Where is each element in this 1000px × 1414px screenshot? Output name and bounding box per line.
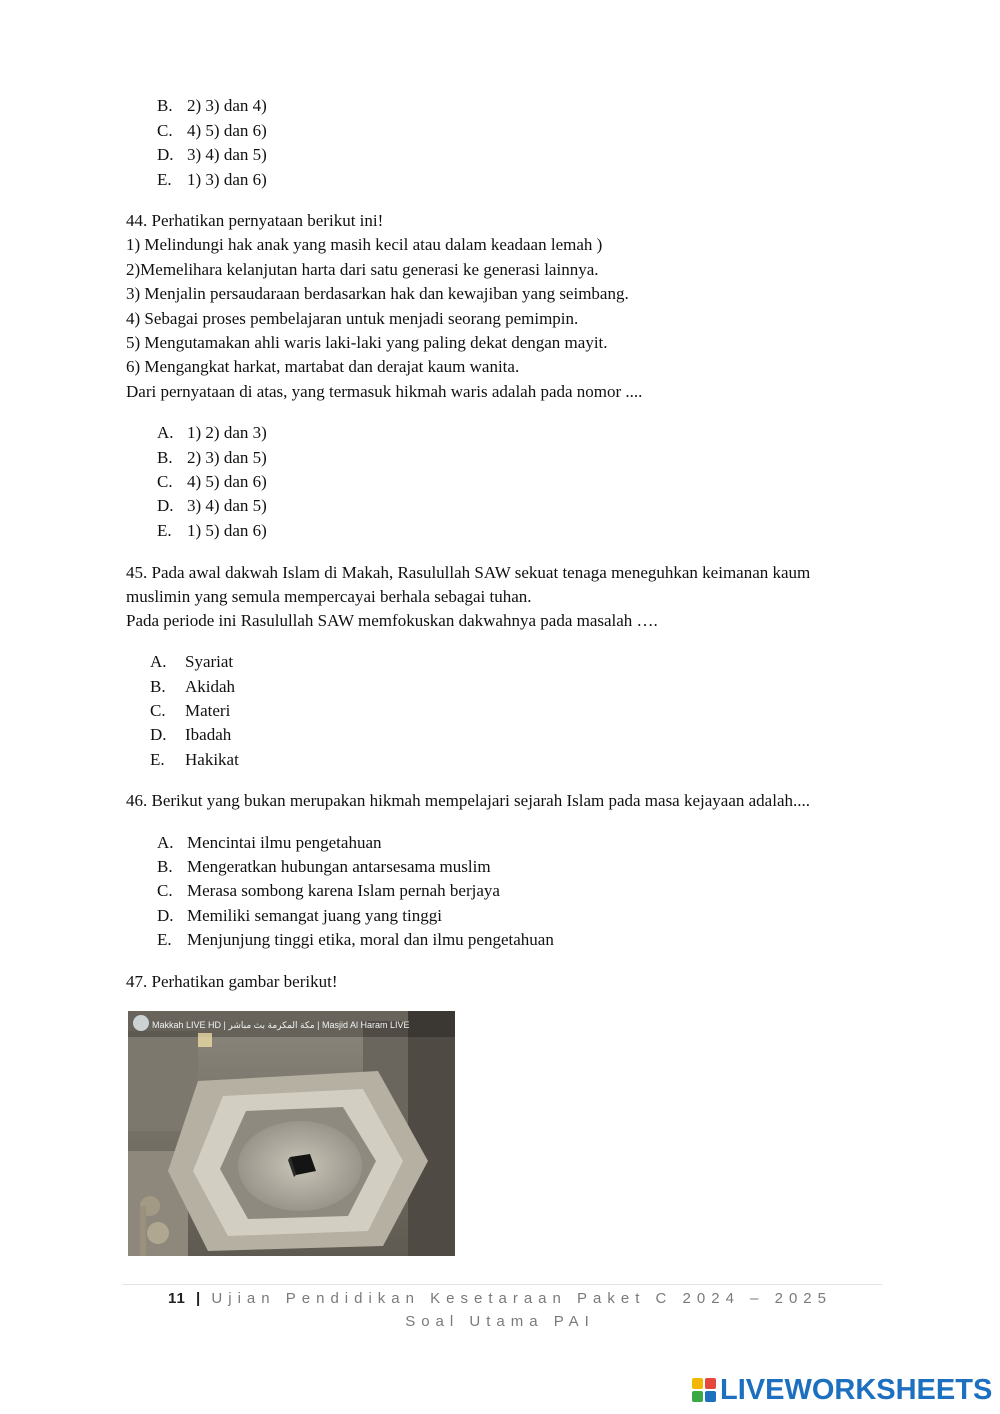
q45-stem-line-2: muslimin yang semula mempercayai berhala sebagai tuhan. — [126, 587, 532, 606]
masjid-al-haram-photo — [128, 1011, 455, 1256]
q44-option-a: A. 1) 2) dan 3) — [157, 423, 267, 442]
q44-option-e: E. 1) 5) dan 6) — [157, 521, 267, 540]
page-number: 11 — [168, 1290, 186, 1307]
q44-question: Dari pernyataan di atas, yang termasuk hikmah waris adalah pada nomor .... — [126, 382, 643, 401]
q45-option-c: C. Materi — [150, 701, 231, 720]
footer-divider — [122, 1284, 882, 1285]
q47-stem: 47. Perhatikan gambar berikut! — [126, 972, 338, 991]
q45-option-e: E. Hakikat — [150, 750, 239, 769]
q43-option-b: B. 2) 3) dan 4) — [157, 96, 267, 115]
q44-statement-3: 3) Menjalin persaudaraan berdasarkan hak dan kewajiban yang seimbang. — [126, 284, 629, 303]
liveworksheets-logo-icon — [692, 1378, 716, 1402]
q46-option-e: E. Menjunjung tinggi etika, moral dan ilmu pengetahuan — [157, 930, 554, 949]
q45-stem-line-1: 45. Pada awal dakwah Islam di Makah, Rasulullah SAW sekuat tenaga meneguhkan keimanan kaum — [126, 563, 811, 582]
q44-option-b: B. 2) 3) dan 5) — [157, 448, 267, 467]
footer-title-line — [0, 1290, 1000, 1307]
q46-option-b: B. Mengeratkan hubungan antarsesama muslim — [157, 857, 491, 876]
q45-option-a: A. Syariat — [150, 652, 234, 671]
q46-stem: 46. Berikut yang bukan merupakan hikmah mempelajari sejarah Islam pada masa kejayaan adalah.... — [126, 791, 810, 810]
footer-exam-title: Ujian Pendidikan Kesetaraan Paket C 2024 – 2025 — [211, 1290, 832, 1307]
q44-statement-4: 4) Sebagai proses pembelajaran untuk menjadi seorang pemimpin. — [126, 309, 579, 328]
q44-stem: 44. Perhatikan pernyataan berikut ini! — [126, 211, 384, 230]
footer-separator: | — [196, 1290, 202, 1307]
footer-subtitle: Soal Utama PAI — [405, 1313, 595, 1330]
q45-option-d: D. Ibadah — [150, 725, 232, 744]
q44-statement-2: 2)Memelihara kelanjutan harta dari satu generasi ke generasi lainnya. — [126, 260, 599, 279]
q46-option-d: D. Memiliki semangat juang yang tinggi — [157, 906, 442, 925]
q45-option-b: B. Akidah — [150, 677, 236, 696]
video-overlay-title: Makkah LIVE HD | مكة المكرمة بث مباشر | Masjid Al Haram LIVE — [152, 1020, 410, 1030]
q43-option-d: D. 3) 4) dan 5) — [157, 145, 267, 164]
q44-option-c: C. 4) 5) dan 6) — [157, 472, 267, 491]
liveworksheets-wordmark: LIVEWORKSHEETS — [720, 1373, 993, 1406]
q43-option-e: E. 1) 3) dan 6) — [157, 170, 267, 189]
liveworksheets-logo — [692, 1374, 992, 1406]
q43-option-c: C. 4) 5) dan 6) — [157, 121, 267, 140]
q44-option-d: D. 3) 4) dan 5) — [157, 496, 267, 515]
q46-option-c: C. Merasa sombong karena Islam pernah berjaya — [157, 881, 500, 900]
q46-option-a: A. Mencintai ilmu pengetahuan — [157, 833, 382, 852]
q45-question: Pada periode ini Rasulullah SAW memfokuskan dakwahnya pada masalah …. — [126, 611, 658, 630]
q44-statement-1: 1) Melindungi hak anak yang masih kecil atau dalam keadaan lemah ) — [126, 235, 603, 254]
q44-statement-6: 6) Mengangkat harkat, martabat dan derajat kaum wanita. — [126, 357, 520, 376]
q44-statement-5: 5) Mengutamakan ahli waris laki-laki yang paling dekat dengan mayit. — [126, 333, 608, 352]
